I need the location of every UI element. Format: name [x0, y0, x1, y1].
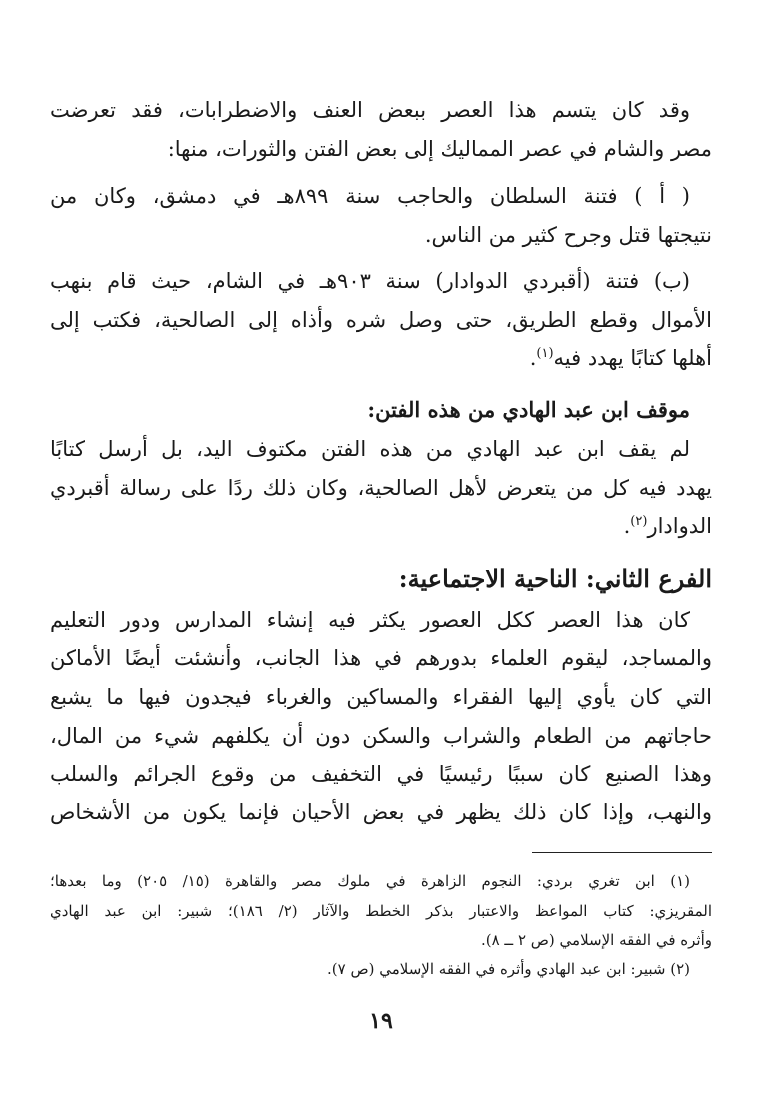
footnote-line: (٢) شبير: ابن عبد الهادي وأثره في الفقه الإسلامي (ص ٧). — [327, 960, 690, 978]
paragraph-line: نتيجتها قتل وجرح كثير من الناس. — [424, 223, 712, 247]
paragraph-line: (ب) فتنة (أقبردي الدوادار) سنة ٩٠٣هـ في الشام، حيث قام بنهب — [50, 269, 690, 293]
footnote-line: وأثره في الفقه الإسلامي (ص ٢ ــ ٨). — [480, 931, 712, 949]
period: . — [529, 346, 537, 370]
paragraph-line: ( أ ) فتنة السلطان والحاجب سنة ٨٩٩هـ في دمشق، وكان من — [50, 184, 690, 208]
footnote-line: (١) ابن تغري بردي: النجوم الزاهرة في ملوك مصر والقاهرة (١٥/ ٢٠٥) وما بعدها؛ — [50, 872, 690, 890]
subheading: موقف ابن عبد الهادي من هذه الفتن: — [367, 397, 690, 422]
paragraph-line — [50, 511, 712, 543]
paragraph-text: الدوادار — [647, 514, 712, 538]
footnote-line: المقريزي: كتاب المواعظ والاعتبار بذكر الخطط والآثار (٢/ ١٨٦)؛ شبير: ابن عبد الهادي — [50, 902, 712, 920]
paragraph-line: والنهب، وإذا كان ذلك يظهر في بعض الأحيان فإنما يكون من الأشخاص — [50, 800, 712, 824]
page-number: ١٩ — [369, 1008, 393, 1034]
period: . — [623, 514, 631, 538]
footnote-ref: (٢) — [630, 514, 648, 529]
footnote-ref: (١) — [536, 346, 554, 361]
paragraph-line: كان هذا العصر ككل العصور يكثر فيه إنشاء المدارس ودور التعليم — [50, 608, 690, 632]
paragraph-line: الأموال وقطع الطريق، حتى وصل شره وأذاه إلى الصالحية، فكتب إلى — [50, 308, 712, 332]
paragraph-line: يهدد فيه كل من يتعرض لأهل الصالحية، وكان ذلك ردًا على رسالة أقبردي — [50, 476, 712, 500]
paragraph-line: والمساجد، ليقوم العلماء بدورهم في هذا الجانب، وأنشئت أيضًا الأماكن — [50, 646, 712, 670]
footnote-separator — [532, 852, 712, 853]
paragraph-line — [50, 343, 712, 375]
paragraph-line: وهذا الصنيع كان سببًا رئيسيًا في التخفيف من وقوع الجرائم والسلب — [50, 762, 712, 786]
paragraph-line: حاجاتهم من الطعام والشراب والسكن دون أن يكلفهم شيء من المال، — [50, 724, 712, 748]
paragraph-line: وقد كان يتسم هذا العصر ببعض العنف والاضطرابات، فقد تعرضت — [50, 98, 690, 122]
paragraph-text: أهلها كتابًا يهدد فيه — [553, 346, 712, 370]
paragraph-line: التي كان يأوي إليها الفقراء والمساكين والغرباء فيجدون فيها ما يشبع — [50, 685, 712, 709]
paragraph-line: لم يقف ابن عبد الهادي من هذه الفتن مكتوف اليد، بل أرسل كتابًا — [50, 437, 690, 461]
section-heading: الفرع الثاني: الناحية الاجتماعية: — [398, 564, 712, 593]
paragraph-line: مصر والشام في عصر المماليك إلى بعض الفتن والثورات، منها: — [167, 137, 712, 161]
